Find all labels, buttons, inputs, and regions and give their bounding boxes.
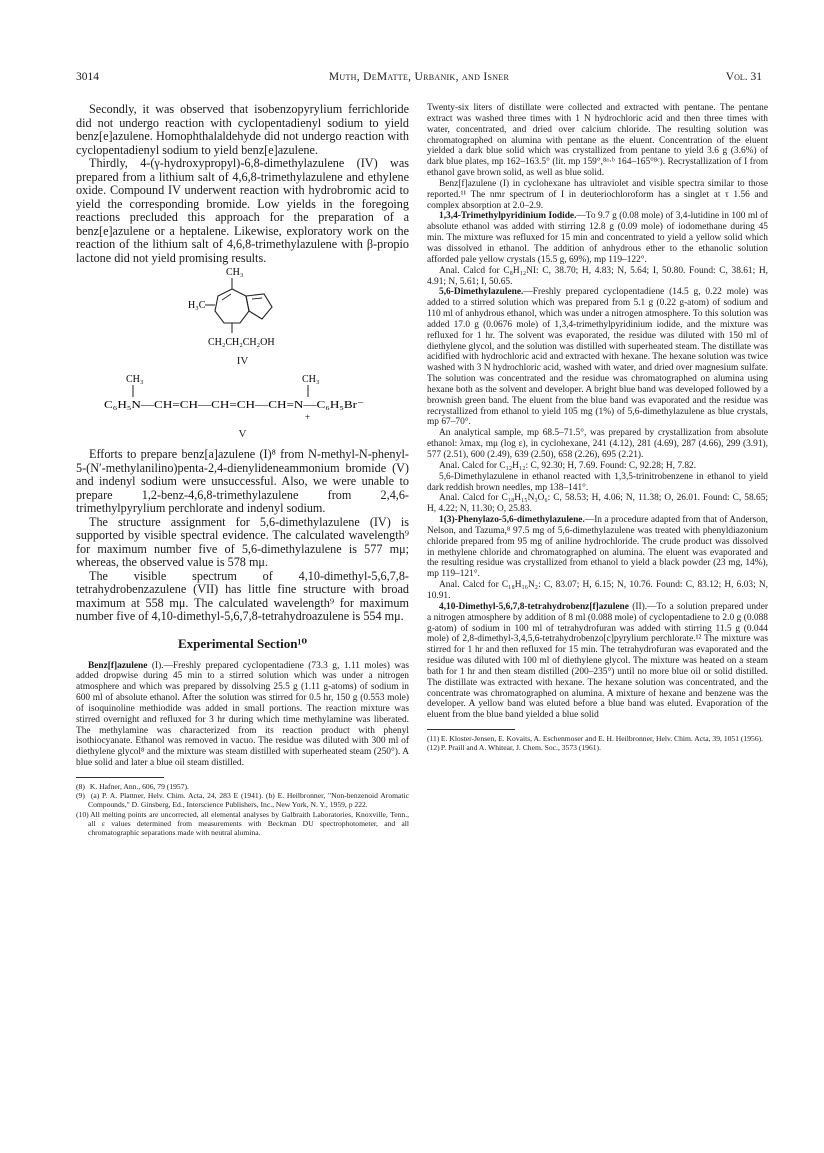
footnote-number: (10) [76, 809, 89, 819]
page-number: 3014 [76, 71, 99, 83]
paragraph: The visible spectrum of 4,10-dimethyl-5,6,7,8-tetrahydrobenzazulene (VII) has little fine structure with broad maximum at 558 mμ. The calculated wavelength⁹ for maximum number five of 4,10-dimethyl-5,6,7,8-tetrahydroazulene is 554 mμ. [76, 568, 409, 623]
structure-iv-bottom: CH₂CH₂CH₂OH [208, 337, 275, 348]
paragraph-body: Benz[f]azulene (I) in cyclohexane has ultraviolet and visible spectra similar to those reported.¹¹ The nmr spectrum of I in deuteriochloroform has a singlet at τ 1.56 and complex absorption at 2.0–2.9. [427, 178, 768, 211]
footnote-number: (12) [427, 743, 440, 753]
structure-v-label: V [238, 428, 247, 440]
paragraph-body: (I).—Freshly prepared cyclopentadiene (73.3 g, 1.11 moles) was added dropwise during 45 min to a stirred solution which was under a nitrogen atmosphere and which was prepared by dissolving 25.5 g (1.11 g-atoms) of sodium in 600 ml of absolute ethanol. After the solution was stirred for 0.5 hr, 150 g (0.553 mole) of isoquinoline methiodide was added in small portions. The reaction mixture was stirred overnight and refluxed for 3 hr during which time methylamine was liberated. The methylamine was characterized from its reaction product with phenyl isothiocyanate. Ethanol was removed in vacuo. The residue was diluted with 300 ml of diethylene glycol⁸ and the mixture was steam distilled with superheated steam (250°). A blue solid and later a blue oil steam distilled. [76, 660, 409, 769]
paragraph: Thirdly, 4-(γ-hydroxypropyl)-6,8-dimethylazulene (IV) was prepared from a lithium salt of 4,6,8-trimethylazulene and ethylene oxide. Compound IV underwent reaction with hydrobromic acid to yield the corresponding bromide. Low yields in the foregoing reactions precluded this approach for the preparation of a benz[e]azulene or a heptalene. Likewise, exploratory work on the reaction of the lithium salt of 4,6,8-trimethylazulene with β-propio lactone did not yield promising results. [76, 156, 409, 265]
left-footnotes [76, 782, 409, 837]
structure-iv-left: H₃C [188, 300, 206, 311]
paragraph [427, 602, 768, 721]
paragraph: Secondly, it was observed that isobenzopyrylium ferrichloride did not undergo reaction with cyclopentadienyl sodium to yield benz[e]azulene. Homophthalaldehyde did not undergo reaction with cyclopentadienyl sodium to yield benz[e]azulene. [76, 102, 409, 157]
structure-v-methyl-right: CH₃ [302, 374, 320, 385]
paragraph-body: An analytical sample, mp 68.5–71.5°, was prepared by crystallization from absolute ethanol: λmax, mμ (log ε), in cyclohexane, 241 (4.12), 281 (4.69), 287 (4.66), 299 (3.91), 577 (2.51), 600 (2.49), 639 (2.50), 658 (2.26), 695 (2.21). [427, 428, 768, 460]
compound-heading: 1(3)-Phenylazo-5,6-dimethylazulene. [439, 515, 585, 526]
paragraph [427, 493, 768, 515]
right-experimental-text [427, 103, 768, 721]
footnote-number: (11) [427, 734, 440, 744]
paragraph-body: Anal. Calcd for C₁₈H₁₆N₂: C, 83.07; H, 6.15; N, 10.76. Found: C, 83.12; H, 6.03; N, 10.91. [427, 580, 768, 601]
structure-iv-drawing [76, 265, 409, 353]
paragraph-body: Twenty-six liters of distillate were collected and extracted with pentane. The pentane extract was washed three times with 1 N hydrochloric acid and then three times with water, concentrated, and dried over calcium chloride. The resulting solution was chromatographed on alumina with pentane as the eluent. Concentration of the eluent yielded a dark blue solid which was crystallized from pentane to yield 3.6 g (3.6%) of dark blue plates, mp 162–163.5° (lit. mp 159°,⁸ᵃ·ᵇ 164–165°⁸ᶜ). Recrystallization of I from ethanol gave brown solid, as well as blue solid. [427, 103, 768, 179]
structure-v-drawing [76, 370, 409, 426]
structure-v-chain: C₆H₅N—CH=CH—CH=CH—CH=N—C₆H₅Br⁻ [104, 400, 365, 411]
paragraph [427, 287, 768, 428]
running-header [76, 71, 762, 87]
footnote-text: All melting points are uncorrected, all elemental analyses by Galbraith Laboratories, Knoxville, Tenn., all ε values determined from measurements with Beckman DU spectrophotometer, and all chromatographic separations made with neutral alumina. [88, 809, 409, 837]
paragraph-body: Anal. Calcd for C₁₂H₁₂: C, 92.30; H, 7.69. Found: C, 92.28; H, 7.82. [439, 460, 697, 471]
paragraph-body: (II).—To a solution prepared under a nitrogen atmosphere by addition of 8 ml (0.088 mole) of cyclopentadiene to 2.0 g (0.088 g-atom) of sodium in 100 ml of tetrahydrofuran was added with stirring 11.5 g (0.044 mole) of 2,8-dimethyl-3,4,5,6-tetrahydrobenzo[c]pyrylium perchlorate.¹² The mixture was stirred for 1 hr and then refluxed for 15 min. The tetrahydrofuran was evaporated and the residue was diluted with 100 ml of diethylene glycol. The mixture was heated on a steam bath for 1 hr and then steam distilled (200–235°) until no more blue oil or solid distilled. The distillate was extracted with hexane. The hexane solution was concentrated, and the concentrate was chromatographed on alumina. A mixture of hexane and benzene was the developer. A yellow band was eluted before a blue band was eluted. Evaporation of the eluent from the blue band yielded a blue solid [427, 601, 768, 721]
paragraph-body: —In a procedure adapted from that of Anderson, Nelson, and Tazuma,⁸ 97.5 mg of 5,6-dimethylazulene was treated with phenyldiazonium chloride prepared from 95 mg of aniline hydrochloride. The crude product was dissolved in methylene chloride and chromatographed on alumina. The eluent was evaporated and the resulting residue was crystallized from ethanol to yield a black powder (23 mg, 14%), mp 119–121°. [427, 515, 768, 580]
footnote [76, 791, 409, 809]
paragraph [427, 211, 768, 265]
right-footnotes [427, 734, 768, 752]
footnote-number: (9) [76, 791, 85, 801]
structure-v [76, 370, 409, 440]
paragraph-body: —Freshly prepared cyclopentadiene (14.5 g, 0.22 mole) was added to a stirred solution which was prepared from 5.1 g (0.22 g-atom) of sodium and 110 ml of anhydrous ethanol, which was under a nitrogen atmosphere. To this solution was added 17.0 g (0.0676 mole) of 1,3,4-trimethylpyridinium iodide, and the mixture was refluxed for 1 hr. The solvent was evaporated, the residue was diluted with 150 ml of diethylene glycol, and the solution was distilled with superheated steam. The distillate was acidified with hydrochloric acid and extracted with hexane. The hexane solution was twice washed with 3 N hydrochloric acid, washed with water, and dried over magnesium sulfate. The solution was concentrated and the residue was chromatographed on alumina using hexane both as the solvent and developer. A bright blue band was developed followed by a brownish green band. The eluent from the blue band was evaporated and the residue was recrystallized from ethanol to yield 105 mg (1%) of 5,6-dimethylazulene as blue crystals, mp 67–70°. [427, 287, 768, 428]
paragraph [76, 661, 409, 769]
paragraph [427, 179, 768, 212]
right-column [427, 103, 768, 753]
footnote [76, 782, 409, 791]
paragraph [427, 515, 768, 580]
structure-iv [76, 265, 409, 367]
footnote-divider [76, 777, 164, 778]
experimental-text [76, 661, 409, 769]
running-authors: Muth, DeMatte, Urbanik, and Isner [328, 71, 510, 83]
structure-v-plus: + [305, 412, 311, 422]
footnote [76, 810, 409, 838]
paragraph-body: —To 9.7 g (0.08 mole) of 3,4-lutidine in 100 ml of absolute ethanol was added with stirring 12.8 g (0.09 mole) of iodomethane during 45 min. The mixture was refluxed for 15 min and concentrated to yield a yellow solid which was dissolved in ethanol. The addition of anhydrous ether to the ethanolic solution afforded pale yellow crystals (15.5 g, 69%), mp 119–122°. [427, 211, 768, 265]
footnote [427, 734, 768, 743]
footnote-divider [427, 729, 515, 730]
paragraph [427, 580, 768, 602]
paragraph [427, 428, 768, 461]
paragraph [427, 472, 768, 494]
left-intro-text [76, 103, 409, 265]
footnote-text: (a) P. A. Plattner, Helv. Chim. Acta, 24, 283 E (1941). (b) E. Heilbronner, "Non-benzenoid Aromatic Compounds," D. Ginsberg, Ed., Interscience Publishers, Inc., New York, N. Y., 1959, p 222. [88, 791, 409, 810]
paragraph [427, 461, 768, 472]
footnote-text: E. Kloster-Jensen, E. Kovaits, A. Eschenmoser and E. H. Heilbronner, Helv. Chim. Acta, 39, 1051 (1956). [440, 734, 764, 744]
paragraph-body: Anal. Calcd for C₁₈H₁₅N₃O₆: C, 58.53; H, 4.06; N, 11.38; O, 26.01. Found: C, 58.65; H, 4.22; N, 11.30; O, 25.83. [427, 493, 768, 515]
structure-iv-top: CH₃ [226, 267, 244, 278]
footnote-text: K. Hafner, Ann., 606, 79 (1957). [89, 781, 189, 791]
footnote [427, 743, 768, 752]
paragraph-body: 5,6-Dimethylazulene in ethanol reacted with 1,3,5-trinitrobenzene in ethanol to yield dark reddish brown needles, mp 138–141°. [427, 471, 768, 493]
compound-heading: 5,6-Dimethylazulene. [439, 287, 524, 298]
paragraph: Efforts to prepare benz[a]azulene (I)⁸ from N-methyl-N-phenyl-5-(N′-methylanilino)penta-2,4-dienylideneammonium bromide (V) and indenyl sodium were unsuccessful. Also, we were unable to prepare 1,2-benz-4,6,8-trimethylazulene from 2,4,6-trimethylpyrylium perchlorate and indenyl sodium. [76, 447, 409, 515]
compound-heading: Benz[f]azulene [88, 660, 148, 671]
compound-heading: 4,10-Dimethyl-5,6,7,8-tetrahydrobenz[f]azulene [439, 601, 629, 612]
paragraph: The structure assignment for 5,6-dimethylazulene (IV) is supported by visible spectral evidence. The calculated wavelength⁹ for maximum number five of 5,6-dimethylazulene is 577 mμ; whereas, the observed value is 578 mμ. [76, 514, 409, 569]
structure-iv-label: IV [236, 355, 249, 367]
left-column [76, 103, 409, 837]
left-discussion-text [76, 448, 409, 624]
footnote-number: (8) [76, 781, 85, 791]
structure-v-methyl-left: CH₃ [126, 374, 144, 385]
footnote-text: P. Praill and A. Whitear, J. Chem. Soc., 3573 (1961). [440, 743, 601, 753]
paragraph [427, 266, 768, 288]
compound-heading: 1,3,4-Trimethylpyridinium Iodide. [439, 211, 577, 222]
paragraph [427, 103, 768, 179]
volume-label: Vol. 31 [725, 71, 762, 83]
paragraph-body: Anal. Calcd for C₈H₁₂NI: C, 38.70; H, 4.83; N, 5.64; I, 50.80. Found: C, 38.61; H, 4.91; N, 5.61; I, 50.65. [427, 265, 768, 287]
section-title: Experimental Section¹⁰ [177, 635, 308, 651]
